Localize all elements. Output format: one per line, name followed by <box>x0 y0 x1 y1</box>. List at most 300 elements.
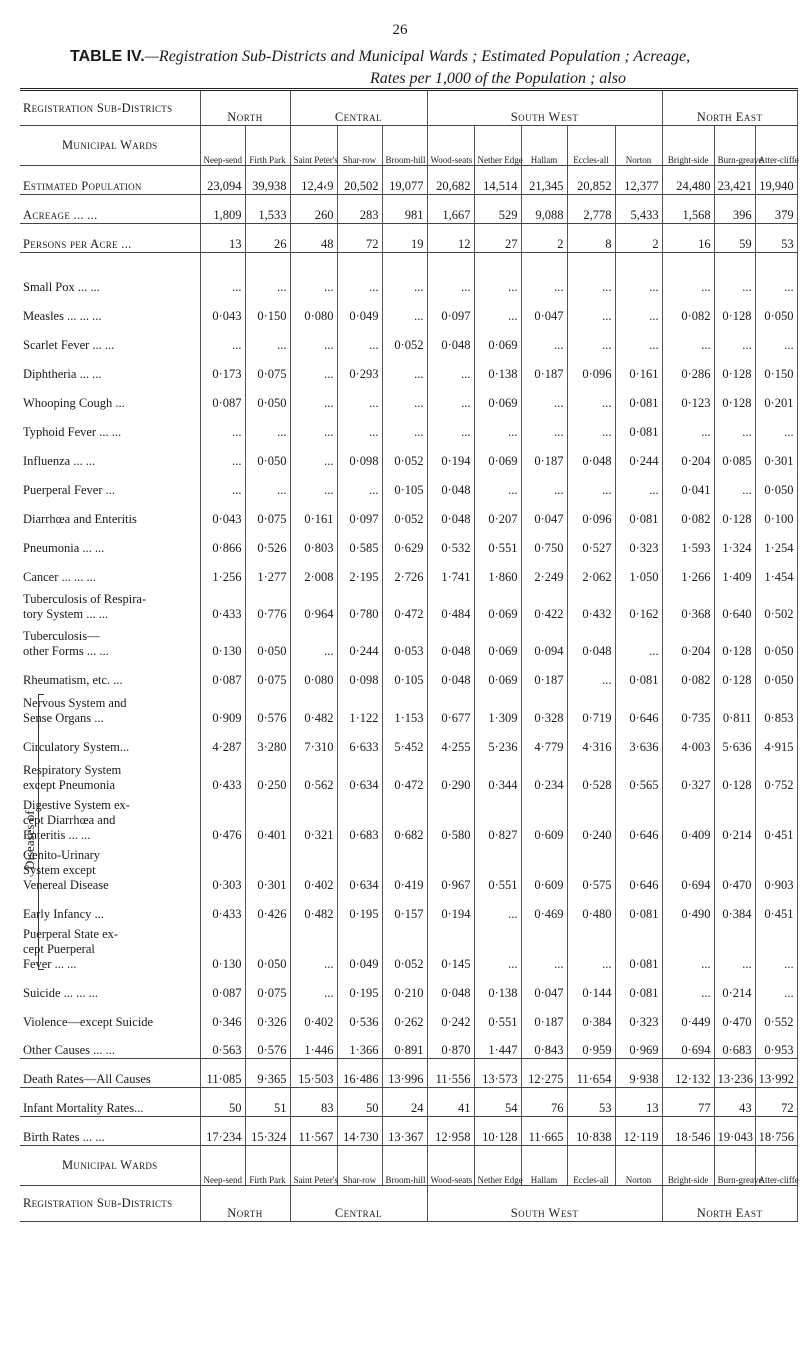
cell-value: 260 <box>290 195 337 224</box>
cell-value: 7·310 <box>290 726 337 755</box>
cell-value: 72 <box>337 224 382 253</box>
cell-value: 0·187 <box>521 1001 567 1030</box>
cell-value: 0·047 <box>521 972 567 1001</box>
ward-header-row <box>20 1146 797 1186</box>
cell-value: 0·964 <box>290 585 337 622</box>
table-row <box>20 295 797 324</box>
cell-value: 0·328 <box>521 688 567 726</box>
cell-value: ... <box>337 253 382 295</box>
cell-value: 5·236 <box>474 726 521 755</box>
cell-value: 4·255 <box>427 726 474 755</box>
cell-value: 0·052 <box>382 324 427 353</box>
cell-value: 0·098 <box>337 440 382 469</box>
cell-value: 0·344 <box>474 755 521 793</box>
cell-value: 0·843 <box>521 1030 567 1059</box>
cell-value: 13·992 <box>755 1059 797 1088</box>
cell-value: 0·214 <box>714 793 755 843</box>
cell-value: 19,077 <box>382 166 427 195</box>
cell-value: 0·069 <box>474 585 521 622</box>
cell-value: ... <box>382 411 427 440</box>
municipal-wards-label: Municipal Wards <box>20 126 200 166</box>
cell-value: 50 <box>200 1088 245 1117</box>
cell-value: ... <box>337 469 382 498</box>
cell-value: 11·665 <box>521 1117 567 1146</box>
cell-value: ... <box>290 382 337 411</box>
cell-value: ... <box>427 353 474 382</box>
cell-value: 0·384 <box>714 893 755 922</box>
table-row <box>20 1088 797 1117</box>
cell-value: ... <box>567 922 615 972</box>
cell-value: 72 <box>755 1088 797 1117</box>
cell-value: 0·683 <box>337 793 382 843</box>
cell-value: 0·050 <box>245 622 290 659</box>
municipal-wards-label: Municipal Wards <box>20 1146 200 1186</box>
cell-value: 41 <box>427 1088 474 1117</box>
cell-value: 18·756 <box>755 1117 797 1146</box>
row-label: Estimated Population <box>20 166 200 195</box>
cell-value: 0·532 <box>427 527 474 556</box>
cell-value: 0·562 <box>290 755 337 793</box>
cell-value: 13 <box>200 224 245 253</box>
cell-value: 0·128 <box>714 295 755 324</box>
ward-header: Atter-cliffe <box>755 126 797 166</box>
cell-value: 0·575 <box>567 843 615 893</box>
cell-value: 53 <box>567 1088 615 1117</box>
ward-header: Eccles-all <box>567 1146 615 1186</box>
cell-value: 0·472 <box>382 755 427 793</box>
cell-value: 4·316 <box>567 726 615 755</box>
row-label: Violence—except Suicide <box>20 1001 200 1030</box>
registration-sub-districts-label: Registration Sub-Districts <box>20 90 200 126</box>
group-header-central: Central <box>290 90 427 126</box>
cell-value: 0·075 <box>245 972 290 1001</box>
ward-header: Hallam <box>521 1146 567 1186</box>
cell-value: 0·130 <box>200 922 245 972</box>
row-label: Genito-Urinary System except Venereal Disease <box>20 843 200 893</box>
cell-value: 12·275 <box>521 1059 567 1088</box>
row-label: Other Causes ... ... <box>20 1030 200 1059</box>
cell-value: 0·128 <box>714 353 755 382</box>
ward-header: Burn-greave <box>714 1146 755 1186</box>
cell-value: 0·891 <box>382 1030 427 1059</box>
row-label: Diphtheria ... ... <box>20 353 200 382</box>
row-label: Small Pox ... ... <box>20 253 200 295</box>
cell-value: 18·546 <box>662 1117 714 1146</box>
cell-value: ... <box>200 440 245 469</box>
cell-value: 2·249 <box>521 556 567 585</box>
cell-value: 9·938 <box>615 1059 662 1088</box>
cell-value: ... <box>662 324 714 353</box>
table-row <box>20 353 797 382</box>
cell-value: 0·052 <box>382 440 427 469</box>
cell-value: ... <box>521 469 567 498</box>
cell-value: 4·915 <box>755 726 797 755</box>
row-label: Digestive System ex- cept Diarrhœa and Enteritis ... ... <box>20 793 200 843</box>
cell-value: 5,433 <box>615 195 662 224</box>
cell-value: 0·145 <box>427 922 474 972</box>
cell-value: ... <box>290 411 337 440</box>
cell-value: 1·454 <box>755 556 797 585</box>
cell-value: 0·780 <box>337 585 382 622</box>
cell-value: 1·153 <box>382 688 427 726</box>
cell-value: ... <box>245 469 290 498</box>
group-header-north-east: North East <box>662 1186 797 1222</box>
cell-value: 0·969 <box>615 1030 662 1059</box>
cell-value: 0·187 <box>521 353 567 382</box>
cell-value: 0·585 <box>337 527 382 556</box>
cell-value: 0·130 <box>200 622 245 659</box>
cell-value: 4·003 <box>662 726 714 755</box>
cell-value: 0·609 <box>521 793 567 843</box>
cell-value: ... <box>615 295 662 324</box>
cell-value: 0·967 <box>427 843 474 893</box>
cell-value: 0·047 <box>521 295 567 324</box>
cell-value: 0·866 <box>200 527 245 556</box>
cell-value: 1·277 <box>245 556 290 585</box>
cell-value: ... <box>714 324 755 353</box>
cell-value: ... <box>427 411 474 440</box>
cell-value: 5·636 <box>714 726 755 755</box>
cell-value: 14,514 <box>474 166 521 195</box>
ward-header: Wood-seats <box>427 1146 474 1186</box>
cell-value: 19·043 <box>714 1117 755 1146</box>
cell-value: 2·195 <box>337 556 382 585</box>
cell-value: 12 <box>427 224 474 253</box>
cell-value: 0·081 <box>615 498 662 527</box>
cell-value: 0·719 <box>567 688 615 726</box>
cell-value: 0·050 <box>755 295 797 324</box>
cell-value: 0·327 <box>662 755 714 793</box>
cell-value: ... <box>337 411 382 440</box>
cell-value: 11·567 <box>290 1117 337 1146</box>
cell-value: ... <box>567 253 615 295</box>
cell-value: 11·085 <box>200 1059 245 1088</box>
cell-value: 0·326 <box>245 1001 290 1030</box>
cell-value: 12·958 <box>427 1117 474 1146</box>
cell-value: 0·162 <box>615 585 662 622</box>
cell-value: 0·682 <box>382 793 427 843</box>
cell-value: 0·081 <box>615 922 662 972</box>
cell-value: ... <box>615 622 662 659</box>
cell-value: 0·563 <box>200 1030 245 1059</box>
cell-value: 0·752 <box>755 755 797 793</box>
ward-header: Broom-hill <box>382 126 427 166</box>
cell-value: 0·301 <box>245 843 290 893</box>
cell-value: 0·094 <box>521 622 567 659</box>
table-label: TABLE IV. <box>70 48 145 65</box>
cell-value: 19,940 <box>755 166 797 195</box>
cell-value: 0·052 <box>382 498 427 527</box>
cell-value: 0·419 <box>382 843 427 893</box>
table-row <box>20 755 797 793</box>
cell-value: 0·100 <box>755 498 797 527</box>
cell-value: ... <box>290 353 337 382</box>
cell-value: 0·096 <box>567 498 615 527</box>
cell-value: 0·640 <box>714 585 755 622</box>
group-header-south-west: South West <box>427 90 662 126</box>
table-row <box>20 224 797 253</box>
table-row <box>20 622 797 659</box>
cell-value: 12·132 <box>662 1059 714 1088</box>
cell-value: ... <box>567 324 615 353</box>
cell-value: 0·187 <box>521 659 567 688</box>
cell-value: 0·047 <box>521 498 567 527</box>
cell-value: 0·097 <box>427 295 474 324</box>
cell-value: 0·085 <box>714 440 755 469</box>
cell-value: 0·634 <box>337 755 382 793</box>
cell-value: 11·654 <box>567 1059 615 1088</box>
cell-value: ... <box>521 324 567 353</box>
cell-value: 3·280 <box>245 726 290 755</box>
cell-value: 1·122 <box>337 688 382 726</box>
cell-value: 0·098 <box>337 659 382 688</box>
cell-value: 1·409 <box>714 556 755 585</box>
cell-value: ... <box>567 659 615 688</box>
cell-value: 15·324 <box>245 1117 290 1146</box>
cell-value: 0·472 <box>382 585 427 622</box>
ward-header: Wood-seats <box>427 126 474 166</box>
cell-value: 0·128 <box>714 382 755 411</box>
cell-value: 0·069 <box>474 324 521 353</box>
cell-value: ... <box>245 411 290 440</box>
cell-value: 529 <box>474 195 521 224</box>
cell-value: 20,682 <box>427 166 474 195</box>
ward-header: Firth Park <box>245 126 290 166</box>
cell-value: 1·741 <box>427 556 474 585</box>
cell-value: 0·565 <box>615 755 662 793</box>
row-label: Cancer ... ... ... <box>20 556 200 585</box>
cell-value: ... <box>474 295 521 324</box>
cell-value: 0·576 <box>245 688 290 726</box>
cell-value: 0·195 <box>337 893 382 922</box>
cell-value: 0·069 <box>474 622 521 659</box>
cell-value: 0·048 <box>427 324 474 353</box>
cell-value: 2,778 <box>567 195 615 224</box>
cell-value: 4·287 <box>200 726 245 755</box>
cell-value: 0·409 <box>662 793 714 843</box>
cell-value: 0·173 <box>200 353 245 382</box>
cell-value: 1·446 <box>290 1030 337 1059</box>
cell-value: 2·062 <box>567 556 615 585</box>
cell-value: 0·526 <box>245 527 290 556</box>
ward-header: Nether Edge <box>474 1146 521 1186</box>
cell-value: 0·080 <box>290 659 337 688</box>
cell-value: 0·081 <box>615 659 662 688</box>
table-row <box>20 527 797 556</box>
cell-value: 0·204 <box>662 440 714 469</box>
cell-value: ... <box>382 382 427 411</box>
group-header-row <box>20 90 797 126</box>
table-row <box>20 469 797 498</box>
row-label: Scarlet Fever ... ... <box>20 324 200 353</box>
cell-value: 26 <box>245 224 290 253</box>
cell-value: 0·502 <box>755 585 797 622</box>
cell-value: ... <box>662 253 714 295</box>
cell-value: 4·779 <box>521 726 567 755</box>
cell-value: ... <box>427 382 474 411</box>
ward-header: Neep-send <box>200 1146 245 1186</box>
table-row <box>20 195 797 224</box>
cell-value: 51 <box>245 1088 290 1117</box>
table-row <box>20 556 797 585</box>
cell-value: 0·803 <box>290 527 337 556</box>
cell-value: 20,502 <box>337 166 382 195</box>
table-row <box>20 972 797 1001</box>
cell-value: 0·609 <box>521 843 567 893</box>
table-row <box>20 440 797 469</box>
cell-value: 12,4‹9 <box>290 166 337 195</box>
ward-header: Nether Edge <box>474 126 521 166</box>
table-row <box>20 1030 797 1059</box>
cell-value: 0·041 <box>662 469 714 498</box>
cell-value: 0·470 <box>714 843 755 893</box>
cell-value: 0·150 <box>245 295 290 324</box>
ward-header: Saint Peter's <box>290 126 337 166</box>
cell-value: 283 <box>337 195 382 224</box>
row-label: Early Infancy ... <box>20 893 200 922</box>
cell-value: 0·069 <box>474 440 521 469</box>
cell-value: 16·486 <box>337 1059 382 1088</box>
cell-value: 0·536 <box>337 1001 382 1030</box>
cell-value: 0·105 <box>382 659 427 688</box>
row-label: Persons per Acre ... <box>20 224 200 253</box>
group-header-row <box>20 1186 797 1222</box>
cell-value: ... <box>521 411 567 440</box>
cell-value: 5·452 <box>382 726 427 755</box>
cell-value: 0·050 <box>245 922 290 972</box>
cell-value: 0·048 <box>427 659 474 688</box>
cell-value: 0·138 <box>474 353 521 382</box>
cell-value: 0·750 <box>521 527 567 556</box>
cell-value: ... <box>567 469 615 498</box>
cell-value: 0·482 <box>290 688 337 726</box>
cell-value: 0·194 <box>427 893 474 922</box>
cell-value: 1,533 <box>245 195 290 224</box>
table-row <box>20 585 797 622</box>
cell-value: 981 <box>382 195 427 224</box>
cell-value: ... <box>474 469 521 498</box>
cell-value: 0·694 <box>662 1030 714 1059</box>
cell-value: 13·996 <box>382 1059 427 1088</box>
cell-value: 0·250 <box>245 755 290 793</box>
cell-value: 0·290 <box>427 755 474 793</box>
cell-value: 0·048 <box>427 622 474 659</box>
cell-value: 0·240 <box>567 793 615 843</box>
cell-value: ... <box>382 353 427 382</box>
cell-value: 0·433 <box>200 585 245 622</box>
cell-value: 0·576 <box>245 1030 290 1059</box>
row-label: Tuberculosis— other Forms ... ... <box>20 622 200 659</box>
cell-value: 1·254 <box>755 527 797 556</box>
cell-value: ... <box>755 324 797 353</box>
cell-value: 3·636 <box>615 726 662 755</box>
cell-value: 0·903 <box>755 843 797 893</box>
cell-value: 0·480 <box>567 893 615 922</box>
row-label: Puerperal Fever ... <box>20 469 200 498</box>
row-label: Birth Rates ... ... <box>20 1117 200 1146</box>
ward-header: Atter-cliffe <box>755 1146 797 1186</box>
row-label: Typhoid Fever ... ... <box>20 411 200 440</box>
cell-value: 1·266 <box>662 556 714 585</box>
cell-value: 0·323 <box>615 1001 662 1030</box>
cell-value: 0·195 <box>337 972 382 1001</box>
cell-value: 23,421 <box>714 166 755 195</box>
cell-value: ... <box>382 253 427 295</box>
cell-value: 1·256 <box>200 556 245 585</box>
cell-value: 0·234 <box>521 755 567 793</box>
cell-value: ... <box>337 324 382 353</box>
cell-value: 0·776 <box>245 585 290 622</box>
cell-value: ... <box>290 469 337 498</box>
cell-value: 83 <box>290 1088 337 1117</box>
ward-header: Burn-greave <box>714 126 755 166</box>
cell-value: ... <box>200 469 245 498</box>
cell-value: 396 <box>714 195 755 224</box>
cell-value: 0·096 <box>567 353 615 382</box>
cell-value: 24 <box>382 1088 427 1117</box>
cell-value: 0·048 <box>567 622 615 659</box>
group-header-central: Central <box>290 1186 427 1222</box>
table-title <box>70 46 770 90</box>
cell-value: 0·402 <box>290 1001 337 1030</box>
cell-value: 16 <box>662 224 714 253</box>
cell-value: 0·262 <box>382 1001 427 1030</box>
cell-value: ... <box>290 440 337 469</box>
cell-value: 0·210 <box>382 972 427 1001</box>
cell-value: 0·451 <box>755 793 797 843</box>
cell-value: 1·309 <box>474 688 521 726</box>
cell-value: 0·138 <box>474 972 521 1001</box>
cell-value: 0·194 <box>427 440 474 469</box>
row-label: Death Rates—All Causes <box>20 1059 200 1088</box>
cell-value: 0·552 <box>755 1001 797 1030</box>
cell-value: ... <box>662 411 714 440</box>
cell-value: 0·161 <box>615 353 662 382</box>
cell-value: 0·476 <box>200 793 245 843</box>
cell-value: 39,938 <box>245 166 290 195</box>
cell-value: ... <box>200 253 245 295</box>
ward-header: Broom-hill <box>382 1146 427 1186</box>
cell-value: 0·081 <box>615 893 662 922</box>
table-row <box>20 411 797 440</box>
group-header-north: North <box>200 90 290 126</box>
ward-header: Hallam <box>521 126 567 166</box>
cell-value: 0·087 <box>200 659 245 688</box>
cell-value: ... <box>755 253 797 295</box>
ward-header: Shar-row <box>337 126 382 166</box>
cell-value: 0·433 <box>200 755 245 793</box>
cell-value: 0·244 <box>337 622 382 659</box>
cell-value: 1·050 <box>615 556 662 585</box>
cell-value: 0·128 <box>714 755 755 793</box>
cell-value: 0·646 <box>615 688 662 726</box>
cell-value: 0·870 <box>427 1030 474 1059</box>
cell-value: ... <box>714 922 755 972</box>
cell-value: ... <box>714 469 755 498</box>
ward-header: Bright-side <box>662 126 714 166</box>
cell-value: 0·082 <box>662 498 714 527</box>
cell-value: ... <box>567 382 615 411</box>
cell-value: 0·433 <box>200 893 245 922</box>
row-label: Diarrhœa and Enteritis <box>20 498 200 527</box>
cell-value: 13·367 <box>382 1117 427 1146</box>
ward-header-row <box>20 126 797 166</box>
group-header-north: North <box>200 1186 290 1222</box>
cell-value: ... <box>755 972 797 1001</box>
cell-value: ... <box>474 411 521 440</box>
cell-value: ... <box>662 972 714 1001</box>
cell-value: 0·144 <box>567 972 615 1001</box>
